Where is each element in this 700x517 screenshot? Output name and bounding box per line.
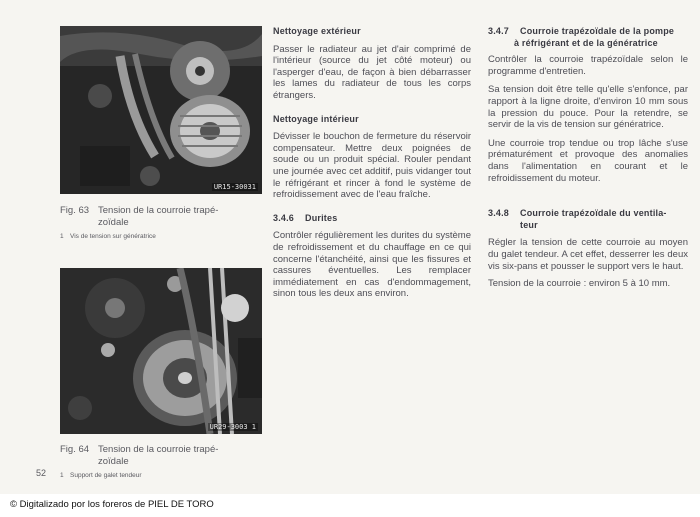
figure-63-caption [60, 205, 260, 229]
figure-64-code: UR29-3003 1 [209, 423, 256, 431]
hoses-section-number: 3.4.6 [273, 212, 295, 223]
hoses-title: Durites [305, 212, 338, 223]
figure-63-legend-text: Vis de tension sur génératrice [70, 233, 156, 240]
belt-pump-paragraph-3: Une courroie trop tendue ou trop lâche s'use prématurément et provoque des anomalies dans l'alimentation en courant et le refroidissement du moteur. [488, 137, 688, 184]
fan-belt-title-line1: Courroie trapézoïdale du ventila- [520, 208, 667, 219]
figure-63-caption-line2: zoïdale [98, 217, 129, 228]
fan-belt-paragraph-1: Régler la tension de cette courroie au moyen du galet tendeur. A cet effet, desserrer les deux vis six-pans et pousser le support vers le haut. [488, 237, 688, 272]
figure-64-photo [60, 268, 262, 434]
belt-pump-heading [488, 26, 688, 49]
page-number: 52 [36, 468, 47, 478]
figure-63-legend [60, 233, 156, 240]
figure-63-number: Fig. 63 [60, 205, 90, 216]
belt-pump-section-number: 3.4.7 [488, 26, 510, 36]
figure-64-caption-line2: zoïdale [98, 456, 129, 467]
figure-63-photo [60, 26, 262, 194]
hoses-heading [273, 213, 471, 225]
fan-belt-heading [488, 208, 688, 231]
figure-64-number: Fig. 64 [60, 444, 90, 455]
figure-64-caption [60, 444, 260, 468]
exterior-cleaning-heading: Nettoyage extérieur [273, 26, 361, 36]
fan-belt-paragraph-2: Tension de la courroie : environ 5 à 10 mm. [488, 278, 671, 290]
belt-pump-title-line2: à réfrigérant et de la génératrice [514, 37, 658, 48]
exterior-cleaning-text: Passer le radiateur au jet d'air comprimé de l'intérieur (source du jet côté moteur) ou l'asperger d'eau, de façon à bien débarrasser les lames du radiateur de tous les corps étrangers. [273, 43, 471, 101]
scan-credit-footer: © Digitalizado por los foreros de PIEL DE TORO [10, 499, 214, 510]
figure-64-caption-line1: Tension de la courroie trapé- [98, 444, 219, 455]
figure-63-caption-line1: Tension de la courroie trapé- [98, 205, 219, 216]
right-column [488, 26, 688, 290]
belt-pump-paragraph-2: Sa tension doit être telle qu'elle s'enfonce, par rapport à la ligne droite, d'environ 10 mm sous la pression du pouce. Pour la retendre, se servir de la vis de tension sur génératrice. [488, 84, 688, 131]
fan-belt-section-number: 3.4.8 [488, 208, 510, 219]
interior-cleaning-text: Dévisser le bouchon de fermeture du réservoir compensateur. Mettre deux poignées de soude ou un produit spécial. Rouler pendant une journée avec cet additif, puis vidanger tout le réfrigérant et rincer à fond le système de refroidissement avec de l'eau fraîche. [273, 131, 471, 201]
figure-64-legend-number: 1 [60, 472, 64, 479]
belt-pump-title-line1: Courroie trapézoïdale de la pompe [520, 26, 675, 36]
figure-63-legend-number: 1 [60, 233, 64, 240]
fan-belt-title-line2: teur [520, 219, 538, 230]
figure-63-code: UR15-30031 [213, 183, 256, 191]
figure-64-legend [60, 472, 142, 479]
fan-belt-photo [60, 268, 262, 434]
middle-column [273, 26, 471, 300]
engine-alternator-photo [60, 26, 262, 194]
belt-pump-paragraph-1: Contrôler la courroie trapézoïdale selon le programme d'entretien. [488, 54, 688, 77]
interior-cleaning-heading: Nettoyage intérieur [273, 113, 359, 124]
figure-64-legend-text: Support de galet tendeur [70, 472, 142, 479]
hoses-text: Contrôler régulièrement les durites du système de refroidissement et du chauffage en ce qui concerne l'étanchéité, ainsi que les fissures et cassures éventuelles. Les remplacer immédiatement en cas d'endommagement, sinon tous les deux ans environ. [273, 230, 471, 300]
